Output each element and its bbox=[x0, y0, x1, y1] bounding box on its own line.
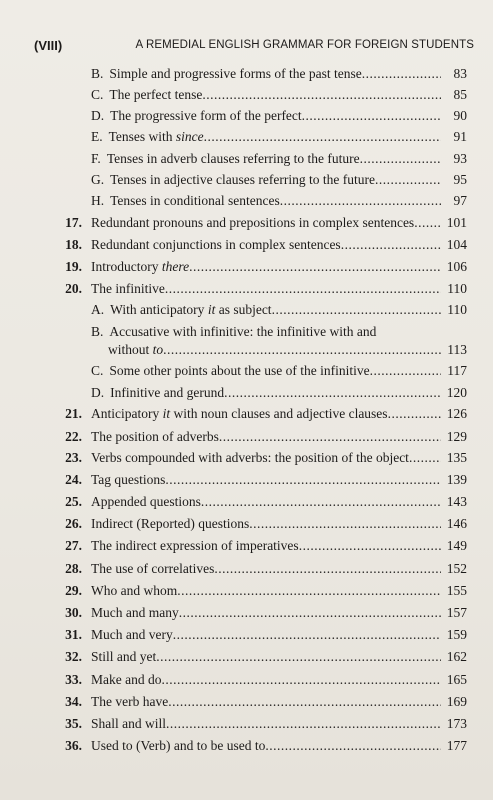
entry-title: Who and whom bbox=[91, 583, 178, 598]
chapter-number: 27. bbox=[65, 538, 82, 553]
entry-title-line bbox=[91, 66, 441, 82]
page-reference: 104 bbox=[446, 237, 467, 252]
dot-leader bbox=[362, 66, 441, 82]
dot-leader bbox=[214, 561, 441, 577]
entry-title: Still and yet bbox=[91, 649, 157, 664]
dot-leader bbox=[156, 649, 441, 665]
chapter-number: 32. bbox=[65, 649, 82, 664]
entry-title: Infinitive and gerund bbox=[110, 385, 225, 400]
entry-title: Much and many bbox=[91, 605, 179, 620]
dot-leader bbox=[341, 237, 441, 253]
entry-title: With anticipatory it as subject bbox=[110, 302, 272, 317]
section-letter: C. bbox=[91, 363, 104, 378]
page-reference: 85 bbox=[453, 87, 467, 102]
entry-title-line bbox=[91, 108, 441, 124]
dot-leader bbox=[388, 406, 441, 422]
page-reference: 143 bbox=[446, 494, 467, 509]
page-reference: 93 bbox=[453, 151, 467, 166]
page-reference: 95 bbox=[453, 172, 467, 187]
entry-title: Tag questions bbox=[91, 472, 166, 487]
page-reference: 152 bbox=[446, 561, 467, 576]
section-letter: E. bbox=[91, 129, 103, 144]
entry-title-line bbox=[91, 627, 441, 643]
entry-title: Introductory there bbox=[91, 259, 190, 274]
page-reference: 173 bbox=[446, 716, 467, 731]
page-reference: 101 bbox=[446, 215, 467, 230]
entry-title-line bbox=[91, 516, 441, 532]
dot-leader bbox=[177, 583, 441, 599]
page-reference: 110 bbox=[447, 281, 467, 296]
dot-leader bbox=[165, 472, 441, 488]
page-reference: 110 bbox=[447, 302, 467, 317]
entry-title: The indirect expression of imperatives bbox=[91, 538, 299, 553]
entry-title-line bbox=[108, 342, 441, 358]
page-reference: 149 bbox=[446, 538, 467, 553]
dot-leader bbox=[414, 215, 441, 231]
section-letter: D. bbox=[91, 385, 105, 400]
chapter-number: 30. bbox=[65, 605, 82, 620]
page-reference: 129 bbox=[446, 429, 467, 444]
entry-title-line bbox=[91, 193, 441, 209]
entry-title-line bbox=[91, 129, 441, 145]
chapter-number: 29. bbox=[65, 583, 82, 598]
entry-title: Tenses in conditional sentences bbox=[110, 193, 280, 208]
dot-leader bbox=[189, 259, 441, 275]
entry-title: The verb have bbox=[91, 694, 169, 709]
page-reference: 177 bbox=[446, 738, 467, 753]
entry-title: Redundant conjunctions in complex sentences bbox=[91, 237, 341, 252]
entry-title-line bbox=[91, 716, 441, 732]
section-letter: G. bbox=[91, 172, 105, 187]
entry-title: Some other points about the use of the infinitive bbox=[109, 363, 370, 378]
dot-leader bbox=[370, 363, 441, 379]
section-letter: C. bbox=[91, 87, 104, 102]
entry-title: The perfect tense bbox=[109, 87, 203, 102]
entry-title-line bbox=[91, 672, 441, 688]
entry-title-line bbox=[91, 694, 441, 710]
entry-title-line bbox=[91, 494, 441, 510]
entry-title-line bbox=[91, 302, 441, 318]
entry-title: Used to (Verb) and to be used to bbox=[91, 738, 266, 753]
entry-title-line bbox=[91, 605, 441, 621]
entry-title: Much and very bbox=[91, 627, 173, 642]
entry-title: Verbs compounded with adverbs: the position of the object bbox=[91, 450, 409, 465]
entry-title-line bbox=[91, 151, 441, 167]
chapter-number: 24. bbox=[65, 472, 82, 487]
entry-title-line bbox=[91, 450, 441, 466]
page-reference: 106 bbox=[446, 259, 467, 274]
entry-title: The progressive form of the perfect bbox=[110, 108, 302, 123]
page-reference: 159 bbox=[446, 627, 467, 642]
entry-title: The use of correlatives bbox=[91, 561, 215, 576]
entry-title: The position of adverbs bbox=[91, 429, 219, 444]
entry-title-line bbox=[91, 561, 441, 577]
entry-title: Anticipatory it with noun clauses and adjective clauses bbox=[91, 406, 388, 421]
entry-title-line bbox=[91, 324, 453, 340]
chapter-number: 21. bbox=[65, 406, 82, 421]
entry-title: Tenses in adverb clauses referring to the future bbox=[106, 151, 360, 166]
entry-title-line bbox=[91, 385, 441, 401]
chapter-number: 17. bbox=[65, 215, 82, 230]
dot-leader bbox=[360, 151, 441, 167]
dot-leader bbox=[165, 281, 441, 297]
entry-title: Redundant pronouns and prepositions in complex sentences bbox=[91, 215, 415, 230]
section-letter: D. bbox=[91, 108, 105, 123]
chapter-number: 26. bbox=[65, 516, 82, 531]
dot-leader bbox=[161, 672, 441, 688]
page-reference: 162 bbox=[446, 649, 467, 664]
dot-leader bbox=[219, 429, 441, 445]
dot-leader bbox=[272, 302, 441, 318]
entry-title-line bbox=[91, 429, 441, 445]
section-letter: F. bbox=[91, 151, 101, 166]
chapter-number: 18. bbox=[65, 237, 82, 252]
entry-title: Tenses with since bbox=[108, 129, 204, 144]
entry-title-line bbox=[91, 87, 441, 103]
chapter-number: 20. bbox=[65, 281, 82, 296]
entry-title-line bbox=[91, 215, 441, 231]
dot-leader bbox=[201, 494, 441, 510]
entry-title: Make and do bbox=[91, 672, 162, 687]
entry-title: Appended questions bbox=[91, 494, 201, 509]
entry-title: The infinitive bbox=[91, 281, 165, 296]
entry-title-line bbox=[91, 583, 441, 599]
entry-title-line bbox=[91, 538, 441, 554]
dot-leader bbox=[163, 342, 441, 358]
dot-leader bbox=[409, 450, 441, 466]
dot-leader bbox=[375, 172, 441, 188]
page-reference: 157 bbox=[446, 605, 467, 620]
page-reference: 117 bbox=[447, 363, 467, 378]
page-reference: 113 bbox=[447, 342, 467, 357]
entry-title-line bbox=[91, 281, 441, 297]
entry-title-line bbox=[91, 259, 441, 275]
chapter-number: 28. bbox=[65, 561, 82, 576]
dot-leader bbox=[166, 716, 441, 732]
page-reference: 91 bbox=[453, 129, 467, 144]
chapter-number: 25. bbox=[65, 494, 82, 509]
entry-title: Indirect (Reported) questions bbox=[91, 516, 250, 531]
page-reference: 169 bbox=[446, 694, 467, 709]
page-reference: 139 bbox=[446, 472, 467, 487]
dot-leader bbox=[224, 385, 441, 401]
page-reference: 97 bbox=[453, 193, 467, 208]
dot-leader bbox=[173, 627, 441, 643]
entry-title-line bbox=[91, 406, 441, 422]
entry-title-line bbox=[91, 237, 441, 253]
section-letter: B. bbox=[91, 66, 104, 81]
page-reference: 146 bbox=[446, 516, 467, 531]
chapter-number: 31. bbox=[65, 627, 82, 642]
page-reference: 165 bbox=[446, 672, 467, 687]
section-letter: H. bbox=[91, 193, 105, 208]
entry-title: Shall and will bbox=[91, 716, 166, 731]
chapter-number: 36. bbox=[65, 738, 82, 753]
dot-leader bbox=[249, 516, 441, 532]
dot-leader bbox=[265, 738, 441, 754]
section-letter: B. bbox=[91, 324, 104, 339]
entry-title: without to bbox=[108, 342, 164, 357]
chapter-number: 19. bbox=[65, 259, 82, 274]
entry-title: Simple and progressive forms of the past tense bbox=[109, 66, 362, 81]
page-reference: 120 bbox=[446, 385, 467, 400]
page-reference: 126 bbox=[446, 406, 467, 421]
page-number: (VIII) bbox=[34, 38, 63, 53]
dot-leader bbox=[204, 129, 441, 145]
entry-title-line bbox=[91, 172, 441, 188]
chapter-number: 35. bbox=[65, 716, 82, 731]
chapter-number: 23. bbox=[65, 450, 82, 465]
entry-title: Accusative with infinitive: the infinitive with and bbox=[109, 324, 377, 339]
dot-leader bbox=[202, 87, 441, 103]
entry-title-line bbox=[91, 738, 441, 754]
page-reference: 83 bbox=[453, 66, 467, 81]
chapter-number: 33. bbox=[65, 672, 82, 687]
chapter-number: 22. bbox=[65, 429, 82, 444]
dot-leader bbox=[280, 193, 441, 209]
page-reference: 135 bbox=[446, 450, 467, 465]
dot-leader bbox=[299, 538, 441, 554]
chapter-number: 34. bbox=[65, 694, 82, 709]
dot-leader bbox=[179, 605, 441, 621]
dot-leader bbox=[168, 694, 441, 710]
entry-title-line bbox=[91, 363, 441, 379]
section-letter: A. bbox=[91, 302, 105, 317]
entry-title-line bbox=[91, 472, 441, 488]
dot-leader bbox=[302, 108, 441, 124]
page-reference: 90 bbox=[453, 108, 467, 123]
entry-title: Tenses in adjective clauses referring to the future bbox=[110, 172, 375, 187]
running-title: A REMEDIAL ENGLISH GRAMMAR FOR FOREIGN STUDENTS bbox=[135, 39, 474, 51]
entry-title-line bbox=[91, 649, 441, 665]
page-reference: 155 bbox=[446, 583, 467, 598]
